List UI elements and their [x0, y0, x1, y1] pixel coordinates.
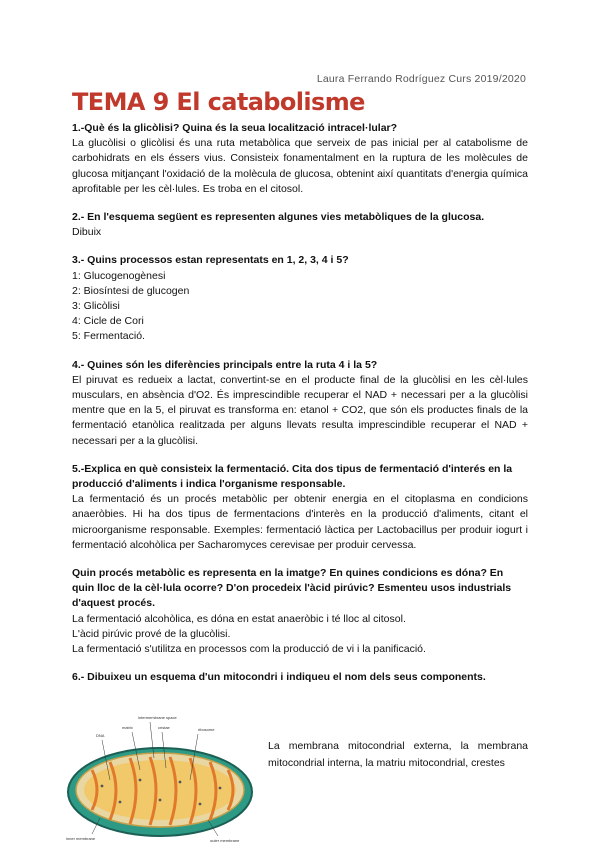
label-inner-membrane: inner membrane — [66, 836, 96, 841]
label-outer-membrane: outer membrane — [210, 838, 240, 843]
answer-4: El piruvat es redueix a lactat, convertint-se en el producte final de la glucòlisi en les cèl·lules musculars, en absència d'O2. És imprescindible recuperar el NAD + necessari per a la glucòlisi mentre que en la 5, el piruvat es transforma en: etanol + CO2, que són els productes finals de la fermentació etanòlica realitzada per alguns llevats resulta imprescindible recuperar el NAD + necessari per a la glucòlisi. — [72, 373, 528, 447]
mitochondrion-diagram — [62, 710, 262, 848]
question-4: 4.- Quines són les diferències principals entre la ruta 4 i la 5? — [72, 358, 378, 371]
label-cristae: cristae — [158, 725, 170, 730]
answer-3-item: 5: Fermentació. — [72, 330, 145, 343]
question-5: 5.-Explica en què consisteix la fermentació. Cita dos tipus de fermentació d'interés en la producció d'aliments i indica l'organisme responsable. — [72, 462, 513, 491]
answer-image-line: La fermentació alcohòlica, es dóna en estat anaeròbic i té lloc al citosol. — [72, 612, 406, 625]
label-matrix: matrix — [122, 725, 133, 730]
answer-2: Dibuix — [72, 226, 102, 239]
qa-content — [72, 121, 528, 686]
question-1: 1.-Què és la glicòlisi? Quina és la seua localització intracel·lular? — [72, 122, 398, 134]
answer-3-item: 1: Glucogenogènesi — [72, 269, 166, 282]
question-image: Quin procés metabòlic es representa en la imatge? En quines condicions es dóna? En quin lloc de la cèl·lula ocorre? D'on procedeix l'àcid pirúvic? Esmenteu usos industrials d'aquest procés. — [72, 567, 512, 610]
question-6: 6.- Dibuixeu un esquema d'un mitocondri i indiqueu el nom dels seus components. — [72, 671, 486, 684]
answer-3-item: 2: Biosíntesi de glucogen — [72, 284, 190, 297]
answer-5: La fermentació és un procés metabòlic per obtenir energia en el citoplasma en condicions anaeròbies. Hi ha dos tipus de fermentacions d'interès en la producció d'aliments, citant el microorganisme responsable. Exemples: fermentació làctica per Lactobacillus per produir iogurt i fermentació alcohòlica per Sacharomyces cerevisae per produir cervessa. — [72, 493, 528, 551]
question-3: 3.- Quins processos estan representats en 1, 2, 3, 4 i 5? — [72, 254, 349, 267]
figure-description: La membrana mitocondrial externa, la membrana mitocondrial interna, la matriu mitocondrial, crestes — [268, 740, 528, 769]
label-dna: DNA — [96, 733, 105, 738]
page-title: TEMA 9 El catabolisme — [72, 88, 365, 116]
answer-3-item: 4: Cicle de Cori — [72, 315, 144, 328]
answer-1: La glucòlisi o glicòlisi és una ruta metabòlica que serveix de pas inicial per al catabolisme de carbohidrats en els éssers vius. Consisteix fonamentalment en la ruptura de les molècules de glucosa mitjançant l'oxidació de la molècula de glucosa, obtenint així quantitats d'energia química aprofitable per les cèl·lules. Es troba en el citosol. — [72, 137, 528, 195]
answer-image-line: L'àcid pirúvic prové de la glucòlisi. — [72, 627, 231, 640]
answer-image-line: La fermentació s'utilitza en processos com la producció de vi i la panificació. — [72, 643, 426, 656]
label-ribosome: ribosome — [198, 727, 215, 732]
question-2: 2.- En l'esquema següent es representen algunes vies metabòliques de la glucosa. — [72, 211, 485, 224]
author-line: Laura Ferrando Rodríguez Curs 2019/2020 — [316, 73, 526, 85]
answer-3-item: 3: Glicòlisi — [72, 300, 120, 313]
label-intermembrane-space: intermembrane space — [138, 715, 177, 720]
